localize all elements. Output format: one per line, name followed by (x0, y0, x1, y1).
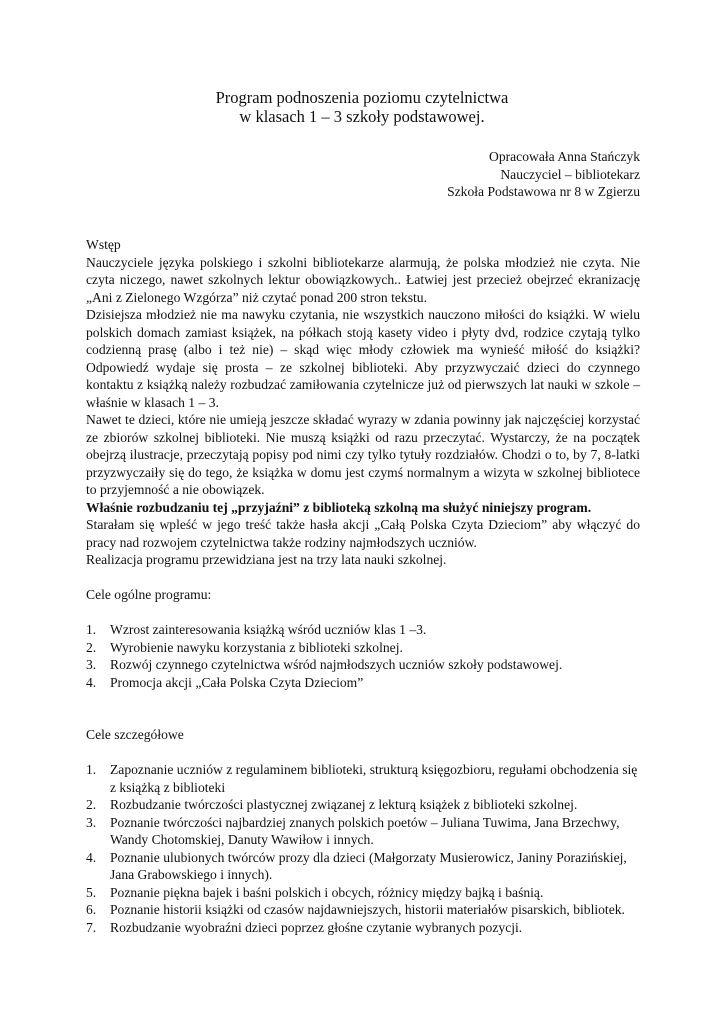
author-role: Nauczyciel – bibliotekarz (500, 166, 640, 182)
intro-paragraph-6: Realizacja programu przewidziana jest na trzy lata nauki szkolnej. (86, 552, 447, 567)
list-item: 3. Rozwój czynnego czytelnictwa wśród najmłodszych uczniów szkoły podstawowej. (86, 657, 563, 672)
list-item: 1. Zapoznanie uczniów z regulaminem biblioteki, strukturą księgozbioru, regułami obchodzenia się z książką z biblioteki (86, 762, 638, 795)
intro-paragraph-3: Nawet te dzieci, które nie umieją jeszcze składać wyrazy w zdania powinny jak najczęściej korzystać ze zbiorów szkolnej biblioteki. Nie muszą książki od razu przeczytać. Wystarczy, że na początek obejrzą ilustracje, przeczytają popisy pod nimi czy tylko tytuły rozdziałów. Chodzi o to, by 7, 8-latki przyzwyczaiły się do tego, że książka w domu jest czymś normalnym a wizyta w szkolnej bibliotece to przyjemność a nie obowiązek. (86, 412, 640, 497)
intro-paragraph-5: Starałam się wpleść w jego treść także hasła akcji „Całą Polska Czyta Dzieciom” aby włączyć do pracy nad rozwojem czytelnictwa także rodziny najmłodszych uczniów. (86, 517, 640, 550)
specific-goals-list (86, 761, 640, 936)
intro-paragraph-1: Nauczyciele języka polskiego i szkolni bibliotekarze alarmują, że polska młodzież nie czyta. Nie czyta niczego, nawet szkolnych lektur obowiązkowych.. Łatwiej jest przecież obejrzeć ekranizację „Ani z Zielonego Wzgórza” niż czytać ponad 200 stron tekstu. (86, 254, 640, 305)
general-goals-list (86, 621, 640, 691)
general-goals-heading: Cele ogólne programu: (86, 587, 212, 602)
author-name: Opracowała Anna Stańczyk (489, 149, 640, 164)
list-item: 4. Poznanie ulubionych twórców prozy dla dzieci (Małgorzaty Musierowicz, Janiny Porazińskiej, Jana Grabowskiego i innych). (86, 849, 627, 882)
specific-goals-heading: Cele szczegółowe (86, 727, 184, 742)
list-item: 2. Rozbudzanie twórczości plastycznej związanej z lekturą książek z biblioteki szkolnej. (86, 797, 578, 812)
document-title (0, 88, 724, 126)
intro-heading: Wstęp (86, 237, 121, 252)
list-item: 7. Rozbudzanie wyobraźni dzieci poprzez głośne czytanie wybranych pozycji. (86, 919, 523, 935)
intro-paragraph-2: Dzisiejsza młodzież nie ma nawyku czytania, nie wszystkich nauczono miłości do książki. W wielu polskich domach zamiast książek, na półkach stoją kasety video i płyty dvd, rodzice czytają tylko codzienną prasę (albo i też nie) – skąd więc młody człowiek ma wynieść miłość do książki? Odpowiedź wydaje się prosta – ze szkolnej biblioteki. Aby przyzwyczaić dzieci do czynnego kontaktu z książką należy rozbudzać zamiłowania czytelnicze już od pierwszych lat nauki w szkole – właśnie w klasach 1 – 3. (86, 307, 640, 410)
list-item: 5. Poznanie piękna bajek i baśni polskich i obcych, różnicy między bajką i baśnią. (86, 884, 544, 900)
document-body (86, 236, 640, 936)
title-line-2: w klasach 1 – 3 szkoły podstawowej. (239, 107, 485, 126)
intro-paragraph-4: Właśnie rozbudzaniu tej „przyjaźni” z biblioteką szkolną ma służyć niniejszy program. (86, 499, 592, 515)
author-school: Szkoła Podstawowa nr 8 w Zgierzu (447, 184, 640, 199)
list-item: 3. Poznanie twórczości najbardziej znanych polskich poetów – Juliana Tuwima, Jana Brzechwy, Wandy Chotomskiej, Danuty Wawiłow i innych. (86, 814, 620, 847)
author-block (447, 148, 640, 201)
list-item: 4. Promocja akcji „Cała Polska Czyta Dzieciom” (86, 674, 364, 690)
list-item: 1. Wzrost zainteresowania książką wśród uczniów klas 1 –3. (86, 622, 427, 637)
list-item: 2. Wyrobienie nawyku korzystania z biblioteki szkolnej. (86, 639, 403, 655)
title-line-1: Program podnoszenia poziomu czytelnictwa (215, 88, 509, 107)
list-item: 6. Poznanie historii książki od czasów najdawniejszych, historii materiałów pisarskich, bibliotek. (86, 902, 625, 917)
